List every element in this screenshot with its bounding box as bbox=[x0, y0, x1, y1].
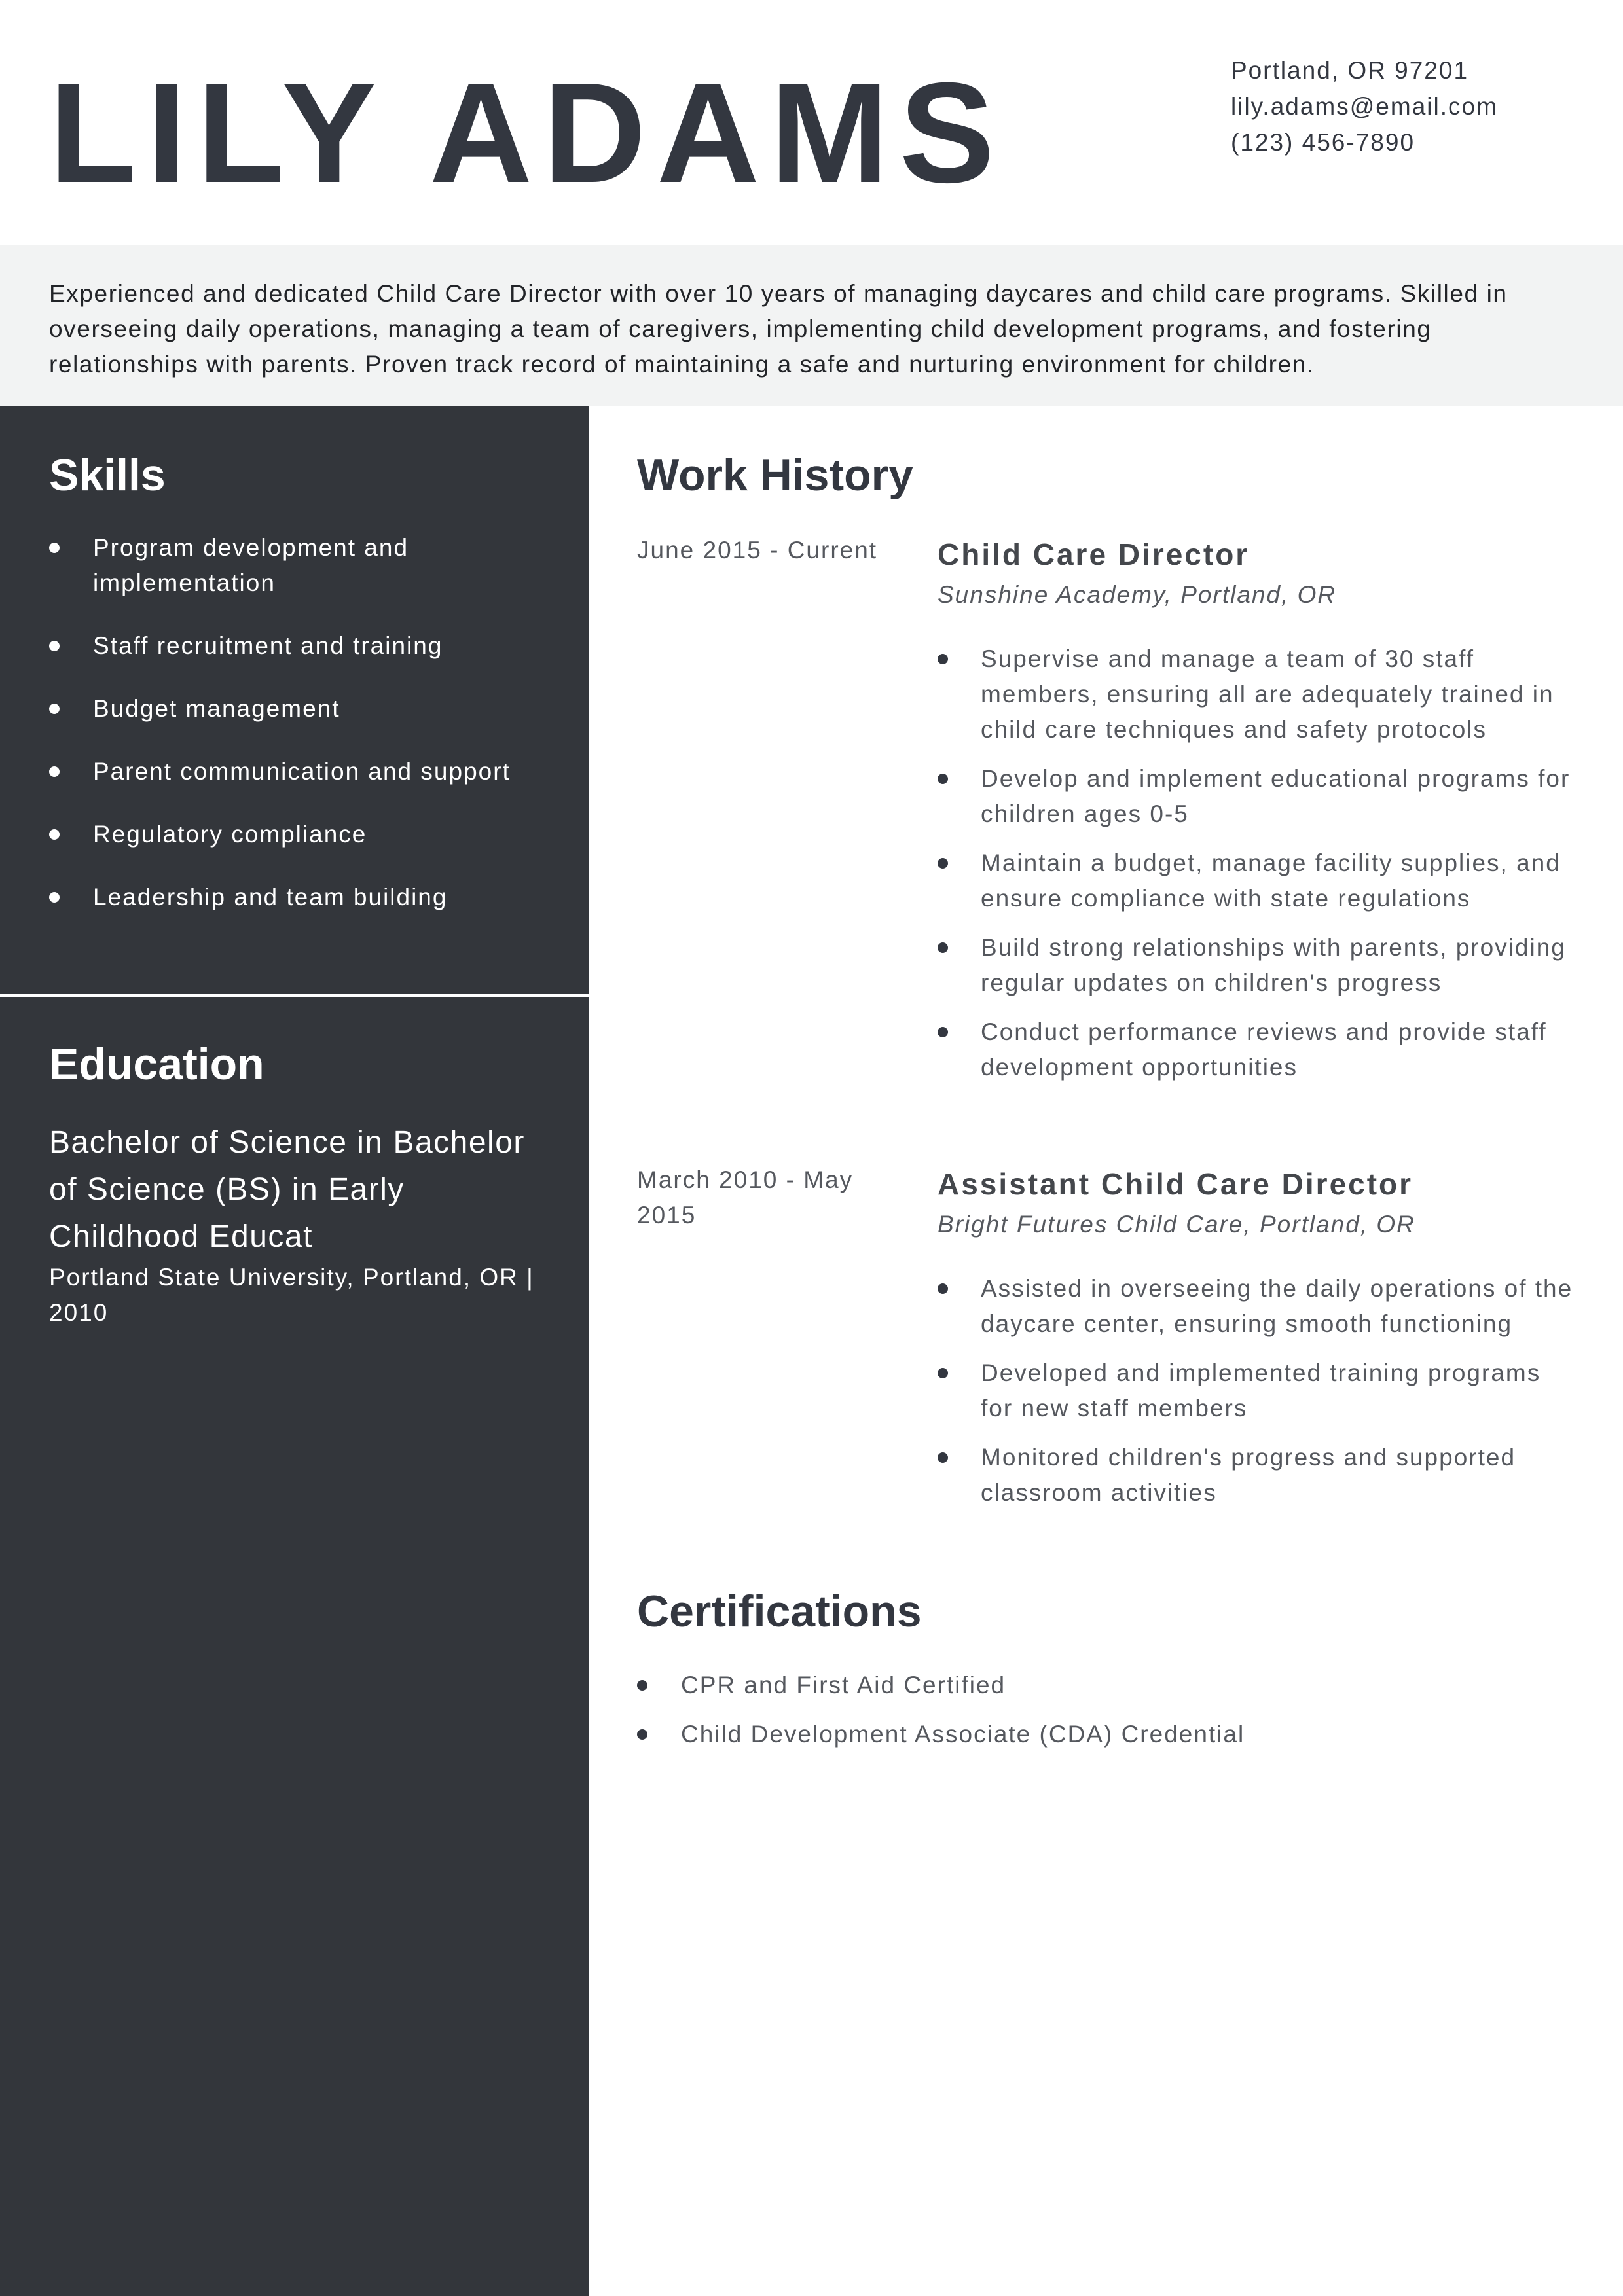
certification-label: Child Development Associate (CDA) Credential bbox=[681, 1721, 1245, 1748]
skill-item bbox=[49, 754, 547, 789]
job-title: Child Care Director bbox=[938, 537, 1250, 571]
skill-item bbox=[49, 880, 547, 915]
certification-item bbox=[637, 1668, 1554, 1703]
job-dates: June 2015 - Current bbox=[637, 537, 878, 564]
education-school: Portland State University, Portland, OR | 2010 bbox=[49, 1264, 534, 1326]
skill-label: Regulatory compliance bbox=[93, 821, 367, 848]
bullet-icon bbox=[938, 1452, 948, 1463]
education-degree: Bachelor of Science in Bachelor of Science (BS) in Early Childhood Educat bbox=[49, 1125, 525, 1254]
job-bullet-list bbox=[938, 641, 1579, 1099]
job-bullet-text: Build strong relationships with parents, providing regular updates on children's progress bbox=[981, 934, 1566, 996]
skill-label: Staff recruitment and training bbox=[93, 632, 443, 659]
bullet-icon bbox=[49, 892, 60, 903]
job-bullet bbox=[938, 1271, 1579, 1342]
job-bullet bbox=[938, 641, 1579, 747]
skill-item bbox=[49, 530, 547, 601]
bullet-icon bbox=[49, 704, 60, 714]
bullet-icon bbox=[49, 641, 60, 651]
job-bullet-text: Develop and implement educational programs for children ages 0-5 bbox=[981, 765, 1571, 827]
skill-item bbox=[49, 691, 547, 726]
job-bullet-text: Maintain a budget, manage facility supplies, and ensure compliance with state regulations bbox=[981, 850, 1561, 912]
skill-label: Budget management bbox=[93, 695, 340, 722]
job-bullet bbox=[938, 1440, 1579, 1511]
bullet-icon bbox=[637, 1680, 647, 1691]
job-bullet-text: Developed and implemented training programs for new staff members bbox=[981, 1359, 1541, 1422]
skill-item bbox=[49, 628, 547, 664]
bullet-icon bbox=[49, 766, 60, 777]
contact-address: Portland, OR 97201 bbox=[1231, 57, 1469, 84]
skills-list bbox=[49, 530, 547, 942]
bullet-icon bbox=[938, 858, 948, 869]
bullet-icon bbox=[938, 774, 948, 784]
bullet-icon bbox=[938, 942, 948, 953]
job-bullet-text: Supervise and manage a team of 30 staff members, ensuring all are adequately trained in child care techniques and safety protocols bbox=[981, 645, 1554, 743]
job-title: Assistant Child Care Director bbox=[938, 1167, 1413, 1201]
contact-phone: (123) 456-7890 bbox=[1231, 129, 1415, 156]
bullet-icon bbox=[938, 1368, 948, 1378]
education-heading: Education bbox=[49, 1039, 264, 1089]
job-bullet-text: Assisted in overseeing the daily operations of the daycare center, ensuring smooth functioning bbox=[981, 1275, 1573, 1337]
job-dates: March 2010 - May 2015 bbox=[637, 1166, 854, 1229]
bullet-icon bbox=[938, 1283, 948, 1294]
certifications-list bbox=[637, 1668, 1554, 1766]
bullet-icon bbox=[938, 654, 948, 664]
job-bullet bbox=[938, 761, 1579, 832]
job-bullet-list bbox=[938, 1271, 1579, 1524]
job-company: Sunshine Academy, Portland, OR bbox=[938, 581, 1337, 608]
job-bullet bbox=[938, 1355, 1579, 1426]
skill-label: Parent communication and support bbox=[93, 758, 511, 785]
bullet-icon bbox=[938, 1027, 948, 1037]
bullet-icon bbox=[637, 1729, 647, 1740]
candidate-name: LILY ADAMS bbox=[49, 54, 1006, 213]
contact-email: lily.adams@email.com bbox=[1231, 93, 1498, 120]
contact-block bbox=[1231, 52, 1498, 160]
summary-text: Experienced and dedicated Child Care Director with over 10 years of managing daycares and child care programs. Skilled in overseeing daily operations, managing a team of caregivers, implementing child development programs, and fostering relationships with parents. Proven track record of maintaining a safe and nurturing environment for children. bbox=[49, 280, 1508, 378]
certifications-heading: Certifications bbox=[637, 1587, 922, 1636]
skills-heading: Skills bbox=[49, 450, 166, 500]
sidebar-divider bbox=[0, 994, 589, 997]
certification-label: CPR and First Aid Certified bbox=[681, 1672, 1006, 1698]
skill-label: Leadership and team building bbox=[93, 884, 448, 910]
job-bullet bbox=[938, 846, 1579, 916]
job-company: Bright Futures Child Care, Portland, OR bbox=[938, 1211, 1415, 1238]
work-history-heading: Work History bbox=[637, 450, 913, 500]
job-bullet-text: Conduct performance reviews and provide staff development opportunities bbox=[981, 1018, 1547, 1081]
skill-label: Program development and implementation bbox=[93, 534, 409, 596]
skill-item bbox=[49, 817, 547, 852]
job-bullet bbox=[938, 930, 1579, 1001]
certification-item bbox=[637, 1717, 1554, 1752]
bullet-icon bbox=[49, 829, 60, 840]
job-bullet bbox=[938, 1014, 1579, 1085]
job-bullet-text: Monitored children's progress and supported classroom activities bbox=[981, 1444, 1516, 1506]
bullet-icon bbox=[49, 543, 60, 553]
